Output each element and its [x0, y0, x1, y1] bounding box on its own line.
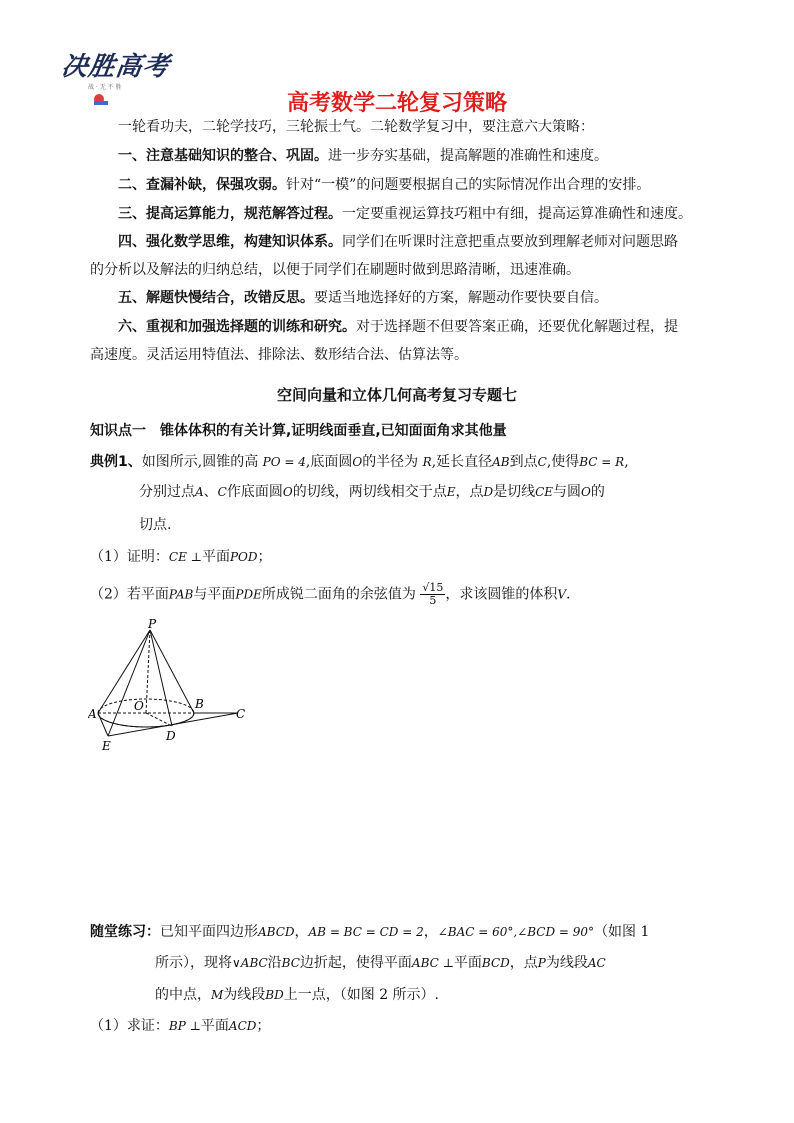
math-ce: CE	[535, 485, 554, 499]
strategy-6-cont: 高速度。灵活运用特值法、排除法、数形结合法、估算法等。	[90, 347, 468, 363]
math-bc: BC = R	[579, 455, 625, 469]
segment-od	[146, 713, 172, 726]
practice-text: 平面	[453, 955, 482, 971]
example-text: 分别过点	[139, 484, 195, 500]
question-text: 平面	[201, 549, 230, 565]
example-text: 的	[590, 484, 605, 500]
strategy-3-body: 一定要重视运算技巧粗中有细，提高运算准确性和速度。	[342, 206, 692, 222]
label-c: C	[236, 707, 246, 721]
edge-pb	[150, 630, 194, 713]
example-text: 到点	[509, 454, 538, 470]
example-text: 与圆	[553, 484, 582, 500]
practice-text: （如图 1	[594, 924, 650, 940]
edge-pd	[150, 630, 172, 726]
practice-question-1	[90, 1016, 270, 1036]
example-text: 、	[203, 484, 218, 500]
practice-text: ，点	[509, 955, 538, 971]
label-o: O	[134, 699, 144, 713]
example-text: 的切线，两切线相交于点	[292, 484, 447, 500]
cone-figure	[88, 618, 258, 754]
strategy-3	[118, 204, 692, 224]
edge-po	[146, 630, 150, 713]
math-tri: ∨ABC	[232, 956, 268, 970]
strategy-5-body: 要适当地选择好的方案，解题动作要快要自信。	[314, 290, 608, 306]
question-text: 与平面	[193, 586, 236, 603]
math-v: V	[557, 587, 566, 602]
strategy-4-body: 同学们在听课时注意把重点要放到理解老师对问题思路	[342, 234, 678, 250]
label-p: P	[148, 618, 157, 631]
math-eq1: AB = BC = CD = 2	[308, 925, 424, 939]
question-text: （1）求证：	[90, 1018, 169, 1034]
math-pod: POD	[229, 550, 258, 564]
strategy-4-cont: 的分析以及解法的归纳总结，以便于同学们在刷题时做到思路清晰，迅速准确。	[90, 262, 580, 278]
math-pde: PDE	[235, 587, 262, 602]
label-d: D	[166, 729, 176, 743]
fraction	[420, 582, 445, 607]
question-text: （1）证明：	[90, 549, 169, 565]
practice-text: 的中点，	[155, 987, 211, 1003]
question-2	[90, 582, 570, 607]
fraction-numerator: √15	[422, 581, 444, 594]
math-c: C	[217, 485, 227, 499]
example-line-1	[90, 452, 629, 472]
math-e: E	[446, 485, 456, 499]
math-acd: ACD	[228, 1019, 257, 1033]
practice-text: 为线段	[545, 955, 588, 971]
practice-text: 为线段	[223, 987, 266, 1003]
math-abc: ABC ⊥	[411, 956, 454, 970]
example-text: ,	[624, 454, 629, 470]
tangent-ae	[98, 713, 108, 736]
example-text: ,底面圆	[305, 454, 353, 470]
strategy-2	[118, 175, 650, 195]
practice-text: 所示），现将	[155, 955, 232, 971]
math-c: C	[537, 455, 547, 469]
practice-line-1	[90, 922, 649, 942]
math-o: O	[352, 455, 363, 469]
strategy-6	[118, 317, 678, 337]
math-a: A	[195, 485, 204, 499]
practice-line-2	[155, 953, 606, 973]
example-text: 如图所示,圆锥的高	[141, 454, 259, 470]
practice-text: 边折起，使得平面	[299, 955, 412, 971]
section-title: 空间向量和立体几何高考复习专题七	[276, 386, 517, 404]
label-b: B	[195, 697, 204, 711]
math-o: O	[282, 485, 293, 499]
strategy-4	[118, 232, 678, 252]
knowledge-point: 知识点一 锥体体积的有关计算,证明线面垂直,已知面面角求其他量	[90, 423, 507, 439]
math-r: R	[422, 455, 432, 469]
edge-pe	[108, 630, 150, 736]
strategy-5	[118, 288, 608, 308]
math-m: M	[211, 988, 224, 1002]
strategy-2-body: 针对“一模”的问题要根据自己的实际情况作出合理的安排。	[286, 177, 651, 193]
math-po: PO = 4	[262, 455, 306, 469]
logo-text: 决胜高考	[59, 52, 172, 82]
example-text: ,延长直径	[431, 454, 493, 470]
math-bcd: BCD	[481, 956, 510, 970]
math-abcd: ABCD	[258, 925, 295, 939]
example-text: ，点	[455, 484, 484, 500]
question-text: 平面	[200, 1018, 229, 1034]
strategy-1	[118, 146, 608, 166]
practice-line-3	[155, 985, 439, 1005]
strategy-1-head: 一、注意基础知识的整合、巩固。	[118, 148, 328, 164]
strategy-6-head: 六、重视和加强选择题的训练和研究。	[118, 319, 356, 335]
question-text: .	[566, 586, 571, 603]
practice-text: 已知平面四边形	[160, 924, 258, 940]
practice-text: 上一点，（如图 2 所示）.	[283, 987, 440, 1003]
logo-subtitle: 战 · 无 不 胜	[88, 84, 122, 91]
practice-text: ，	[294, 924, 309, 940]
math-o: O	[581, 485, 591, 499]
example-text: 的半径为	[362, 454, 419, 470]
example-text: ,使得	[546, 454, 580, 470]
math-p: P	[537, 956, 546, 970]
question-text: ，求该圆锥的体积	[445, 586, 558, 603]
math-pab: PAB	[168, 587, 194, 602]
question-text: ；	[256, 1018, 271, 1034]
strategy-3-head: 三、提高运算能力，规范解答过程。	[118, 206, 342, 222]
math-ab: AB	[492, 455, 510, 469]
practice-label: 随堂练习：	[90, 924, 160, 940]
intro-text: 一轮看功夫，二轮学技巧，三轮振士气。二轮数学复习中，要注意六大策略：	[118, 119, 594, 135]
practice-text: 沿	[267, 955, 282, 971]
fraction-denominator: 5	[429, 594, 437, 607]
math-d: D	[483, 485, 494, 499]
question-text: （2）若平面	[90, 586, 169, 603]
page-title: 高考数学二轮复习策略	[286, 91, 507, 116]
question-text: 所成锐二面角的余弦值为	[261, 586, 416, 603]
strategy-1-body: 进一步夯实基础，提高解题的准确性和速度。	[328, 148, 608, 164]
practice-text: ，	[423, 924, 438, 940]
math-bd: BD	[265, 988, 284, 1002]
example-label: 典例1、	[90, 454, 142, 470]
strategy-5-head: 五、解题快慢结合，改错反思。	[118, 290, 314, 306]
question-text: ；	[257, 549, 272, 565]
label-e: E	[102, 739, 111, 753]
math-eq2: ∠BAC = 60°,∠BCD = 90°	[437, 925, 595, 939]
math-bc: BC	[281, 956, 300, 970]
strategy-6-body: 对于选择题不但要答案正确，还要优化解题过程，提	[356, 319, 678, 335]
question-1	[90, 547, 272, 567]
math-ac: AC	[587, 956, 606, 970]
strategy-2-head: 二、查漏补缺，保强攻弱。	[118, 177, 286, 193]
example-text: 是切线	[493, 484, 536, 500]
example-line-2	[139, 482, 605, 502]
strategy-4-head: 四、强化数学思维，构建知识体系。	[118, 234, 342, 250]
math-bp-perp: BP ⊥	[168, 1019, 201, 1033]
example-text: 作底面圆	[226, 484, 283, 500]
label-a: A	[88, 707, 97, 721]
example-line-3: 切点.	[139, 517, 172, 533]
math-ce-perp: CE ⊥	[168, 550, 202, 564]
